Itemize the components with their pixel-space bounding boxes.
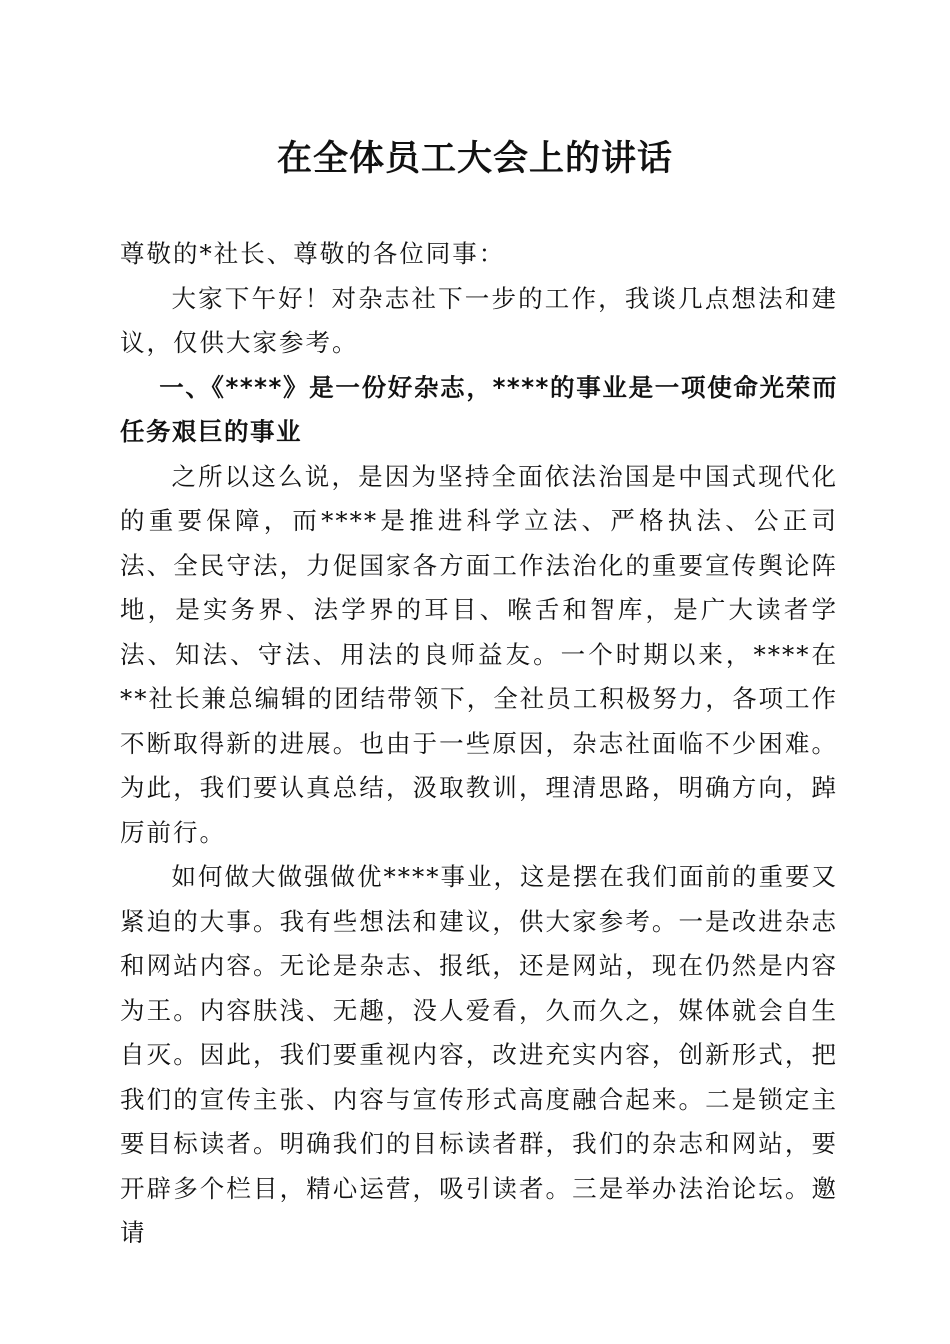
body-paragraph: 如何做大做强做优****事业，这是摆在我们面前的重要又紧迫的大事。我有些想法和建议，供大家参考。一是改进杂志和网站内容。无论是杂志、报纸，还是网站，现在仍然是内容为王。内容肤浅、无趣，没人爱看，久而久之，媒体就会自生自灭。因此，我们要重视内容，改进充实内容，创新形式，把我们的宣传主张、内容与宣传形式高度融合起来。二是锁定主要目标读者。明确我们的目标读者群，我们的杂志和网站，要开辟多个栏目，精心运营，吸引读者。三是举办法治论坛。邀请 — [120, 862, 838, 1247]
salutation: 尊敬的*社长、尊敬的各位同事： — [120, 239, 506, 268]
document-body — [120, 232, 838, 1256]
body-paragraph: 之所以这么说，是因为坚持全面依法治国是中国式现代化的重要保障，而****是推进科学立法、严格执法、公正司法、全民守法，力促国家各方面工作法治化的重要宣传舆论阵地，是实务界、法学界的耳目、喉舌和智库，是广大读者学法、知法、守法、用法的良师益友。一个时期以来，****在**社长兼总编辑的团结带领下，全社员工积极努力，各项工作不断取得新的进展。也由于一些原因，杂志社面临不少困难。为此，我们要认真总结，汲取教训，理清思路，明确方向，踔厉前行。 — [120, 461, 838, 847]
section-heading: 一、《****》是一份好杂志，****的事业是一项使命光荣而任务艰巨的事业 — [120, 372, 838, 446]
document-title: 在全体员工大会上的讲话 — [276, 138, 673, 179]
greeting-paragraph: 大家下午好！对杂志社下一步的工作，我谈几点想法和建议，仅供大家参考。 — [120, 283, 838, 357]
